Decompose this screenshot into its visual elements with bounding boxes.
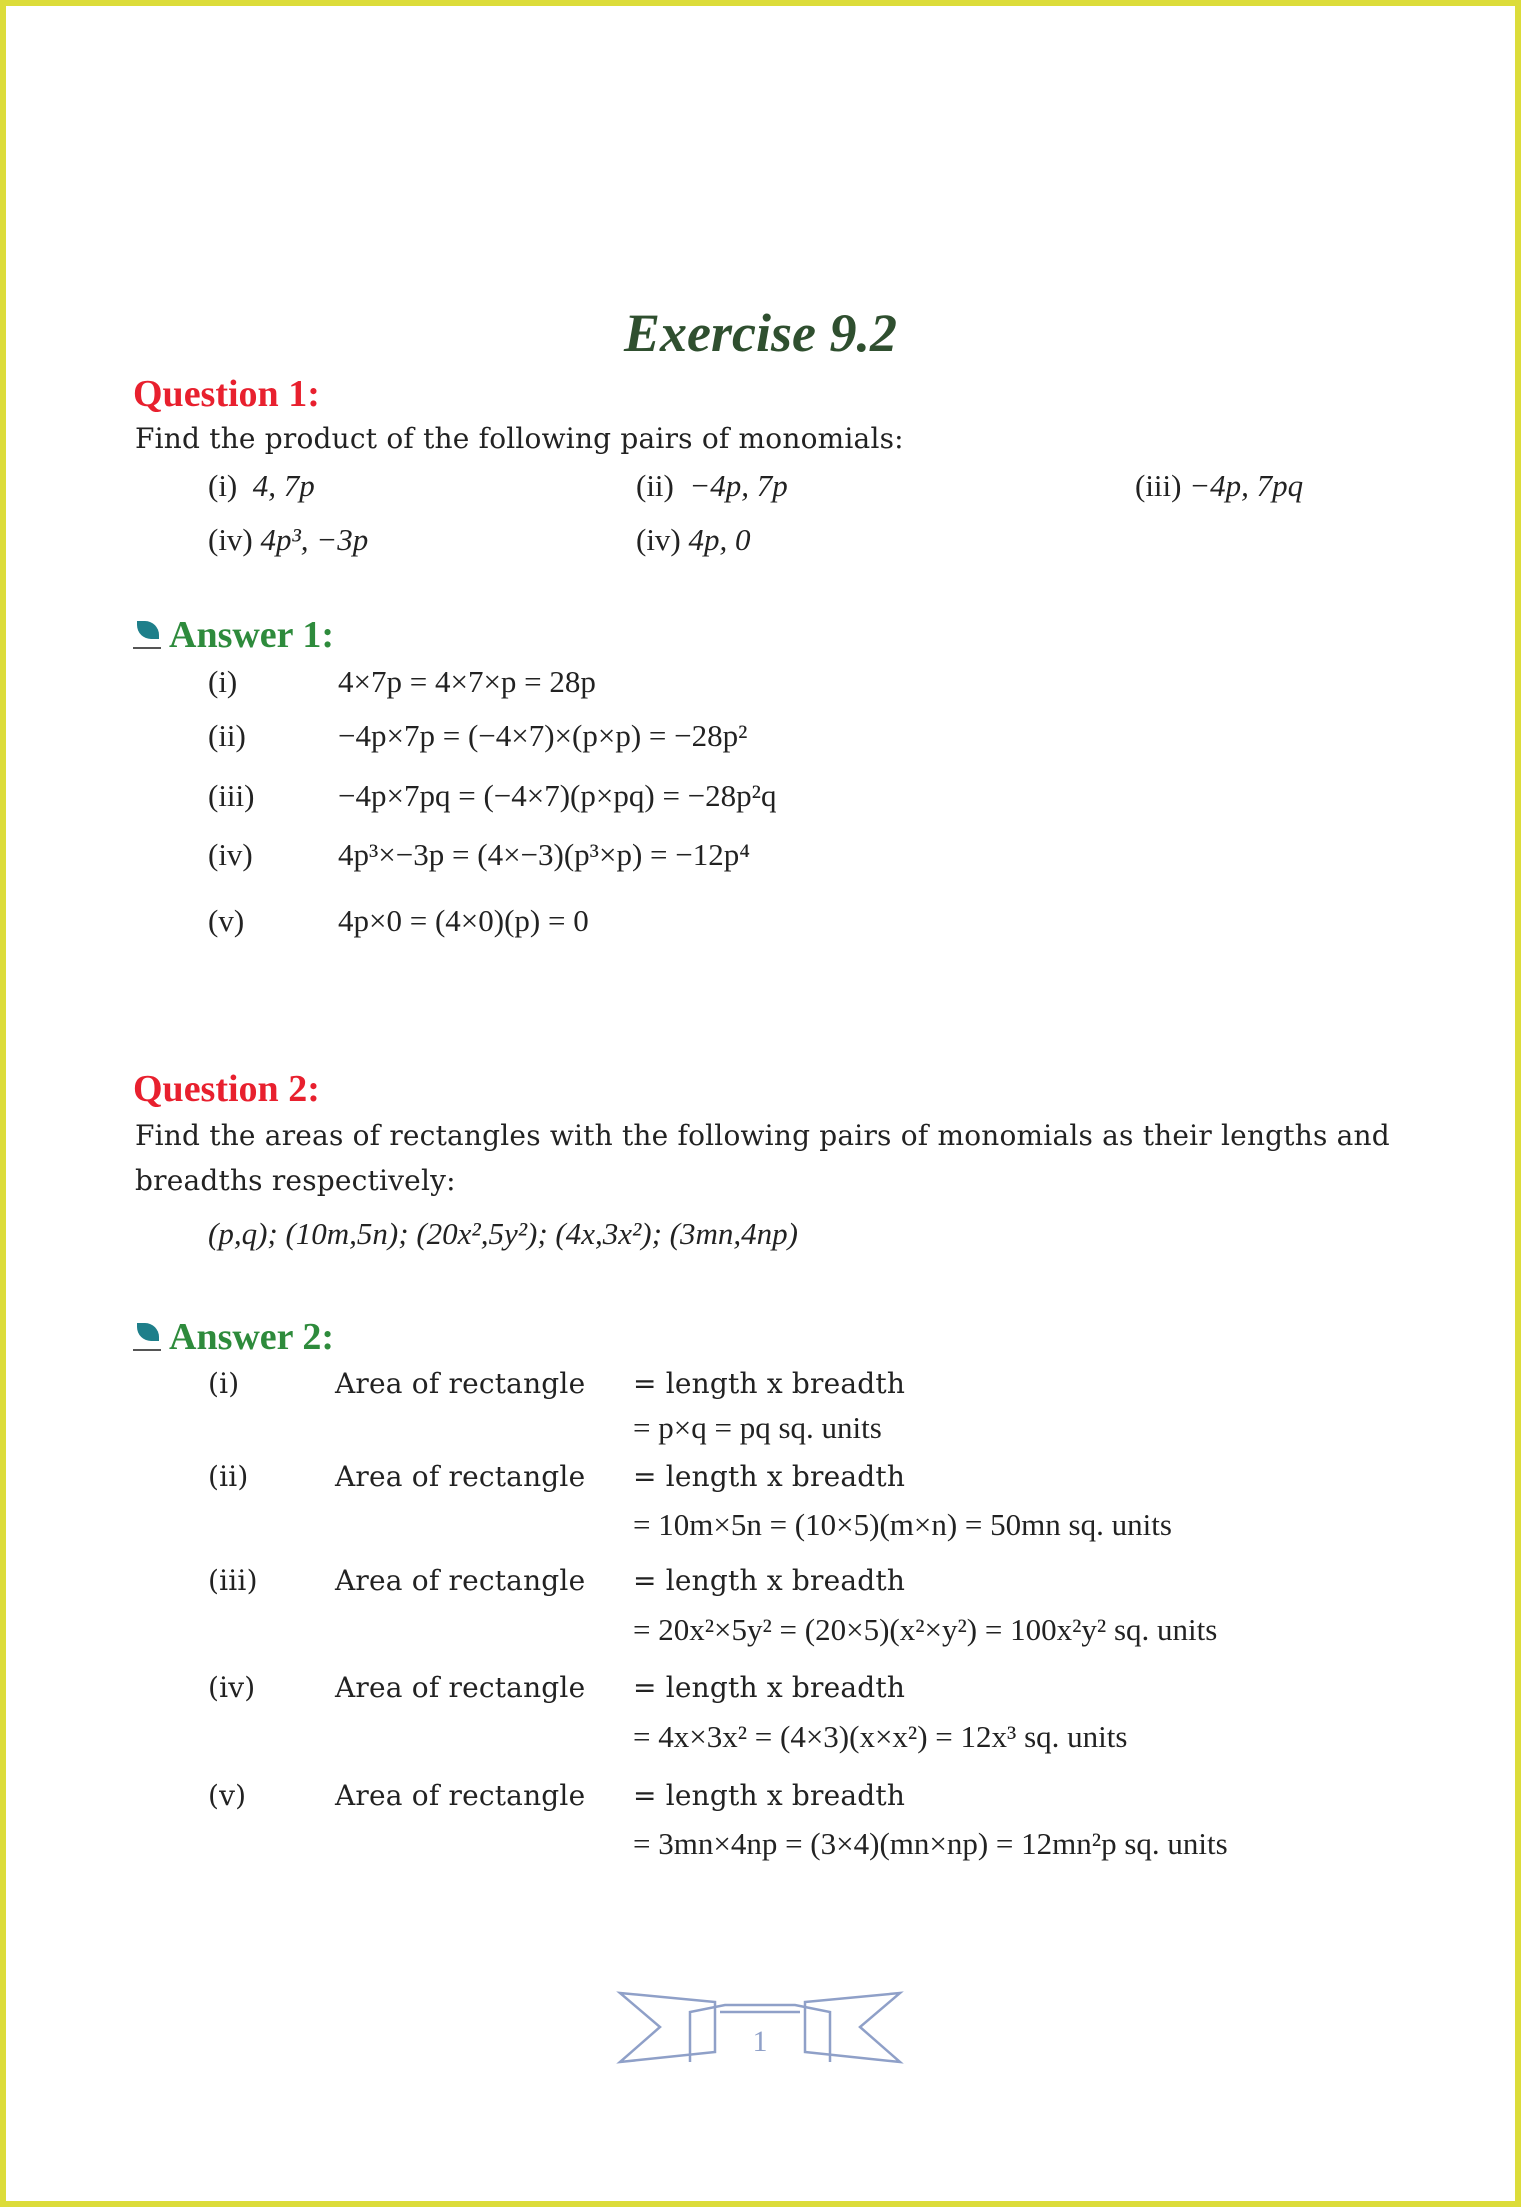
a1-expr: 4×7p = 4×7×p = 28p — [338, 664, 596, 699]
a2-line1: = length x breadth — [633, 1367, 906, 1400]
a2-desc: Area of rectangle — [335, 1367, 586, 1400]
a2-line2: = p×q = pq sq. units — [633, 1410, 882, 1445]
a2-line2: = 3mn×4np = (3×4)(mn×np) = 12mn²p sq. units — [633, 1826, 1228, 1861]
a1-expr: 4p×0 = (4×0)(p) = 0 — [338, 903, 589, 938]
a2-line2: = 20x²×5y² = (20×5)(x²×y²) = 100x²y² sq. units — [633, 1612, 1218, 1647]
answer-1-heading: Answer 1: — [133, 613, 334, 657]
a1-expr: −4p×7pq = (−4×7)(p×pq) = −28p²q — [338, 778, 777, 813]
tiwari-logo-icon — [133, 1323, 161, 1351]
q1-item: (ii) −4p, 7p — [636, 468, 788, 503]
a2-line1: = length x breadth — [633, 1564, 906, 1597]
answer-2-heading: Answer 2: — [133, 1315, 334, 1359]
question-1-text: Find the product of the following pairs of monomials: — [135, 422, 904, 455]
q1-item: (i) 4, 7p — [208, 468, 315, 503]
q1-item: (iv) 4p, 0 — [636, 522, 751, 557]
question-1-heading: Question 1: — [133, 373, 320, 415]
a2-label: (iv) — [208, 1671, 256, 1704]
q1-item: (iii) −4p, 7pq — [1135, 468, 1304, 503]
a2-desc: Area of rectangle — [335, 1779, 586, 1812]
tiwari-logo-icon — [133, 621, 161, 649]
a2-line1: = length x breadth — [633, 1779, 906, 1812]
a1-label: (iii) — [208, 778, 255, 813]
q1-item: (iv) 4p³, −3p — [208, 522, 369, 557]
a1-label: (i) — [208, 664, 238, 699]
a2-line1: = length x breadth — [633, 1460, 906, 1493]
a2-label: (iii) — [208, 1564, 258, 1597]
a1-expr: 4p³×−3p = (4×−3)(p³×p) = −12p⁴ — [338, 837, 751, 872]
question-2-text: Find the areas of rectangles with the following pairs of monomials as their lengths and — [135, 1119, 1390, 1152]
a2-line2: = 10m×5n = (10×5)(m×n) = 50mn sq. units — [633, 1507, 1172, 1542]
a2-label: (v) — [208, 1779, 247, 1812]
question-2-heading: Question 2: — [133, 1068, 320, 1110]
a1-label: (v) — [208, 903, 245, 938]
page-number: 1 — [752, 2025, 768, 2058]
a1-expr: −4p×7p = (−4×7)×(p×p) = −28p² — [338, 718, 748, 753]
question-2-text: breadths respectively: — [135, 1164, 456, 1197]
a2-desc: Area of rectangle — [335, 1671, 586, 1704]
a2-line1: = length x breadth — [633, 1671, 906, 1704]
a2-line2: = 4x×3x² = (4×3)(x×x²) = 12x³ sq. units — [633, 1719, 1128, 1754]
a2-desc: Area of rectangle — [335, 1460, 586, 1493]
a2-label: (i) — [208, 1367, 240, 1400]
a1-label: (ii) — [208, 718, 246, 753]
page-title: Exercise 9.2 — [624, 303, 897, 363]
a1-label: (iv) — [208, 837, 253, 872]
q2-pairs: (p,q); (10m,5n); (20x²,5y²); (4x,3x²); (3mn,4np) — [208, 1216, 798, 1251]
a2-label: (ii) — [208, 1460, 249, 1493]
a2-desc: Area of rectangle — [335, 1564, 586, 1597]
